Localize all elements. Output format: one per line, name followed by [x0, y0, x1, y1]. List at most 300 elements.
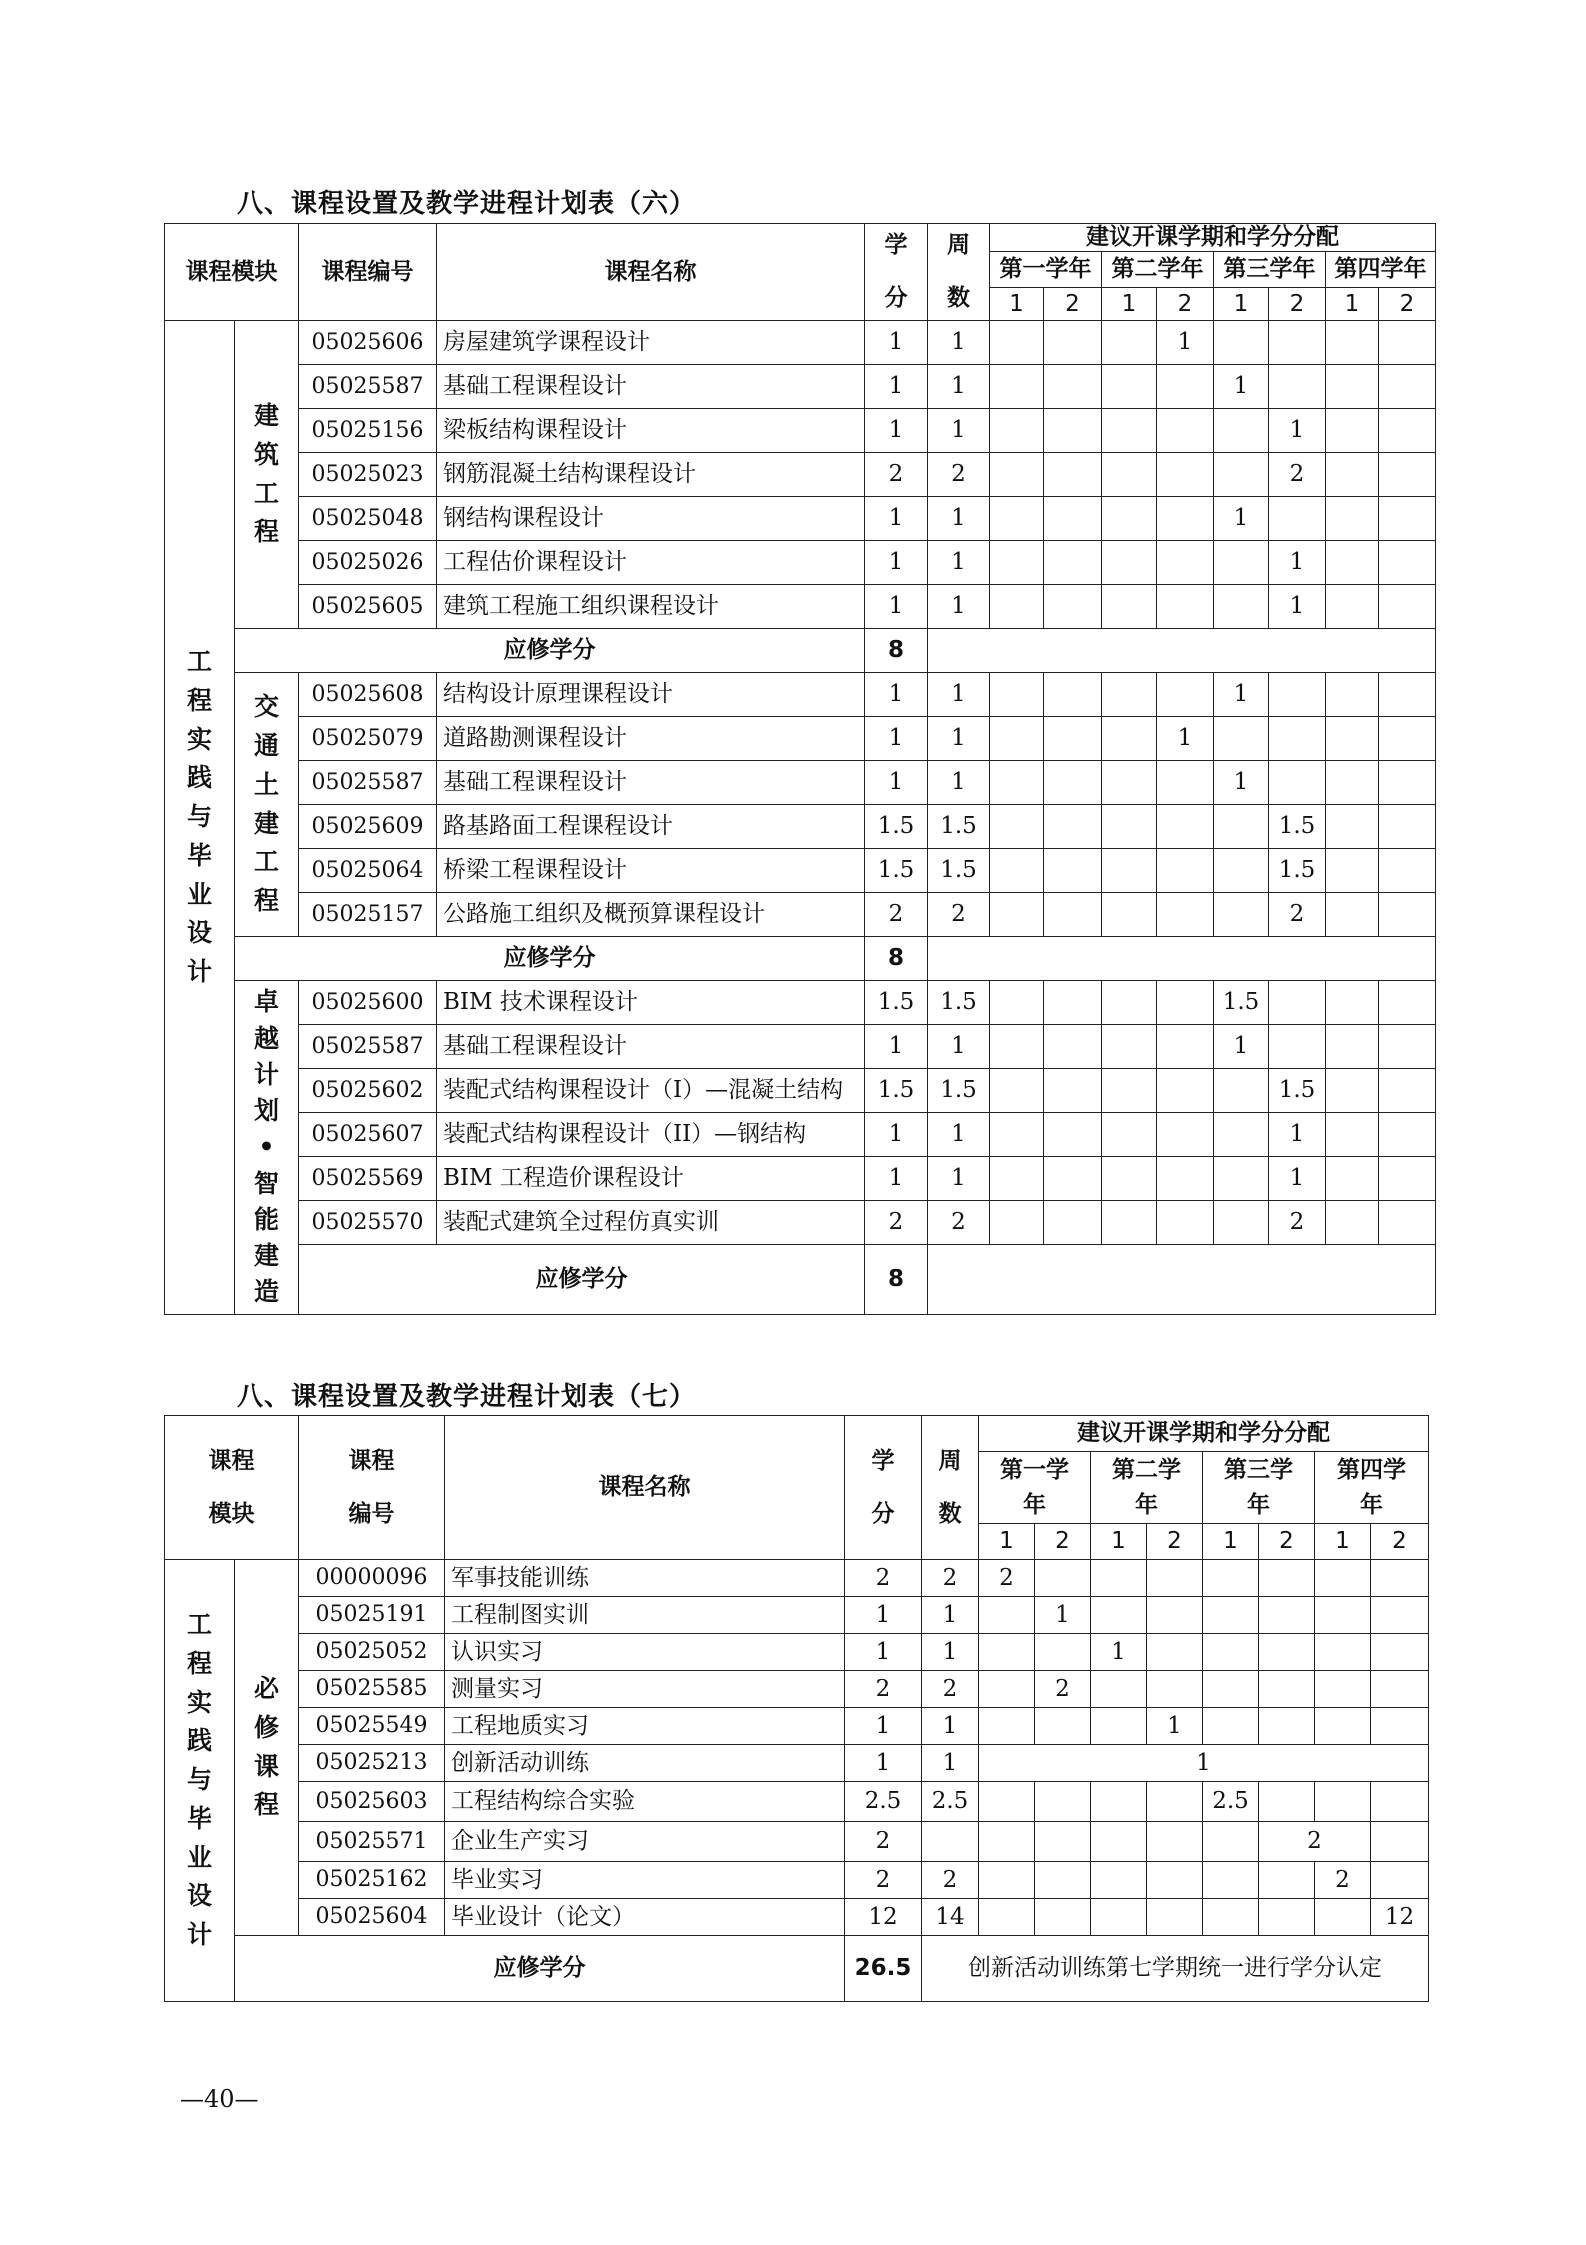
term-cell: [1147, 1822, 1203, 1862]
course-weeks: 2: [928, 453, 990, 497]
course-weeks: 1: [928, 1025, 990, 1069]
required-credits-value: 8: [865, 937, 928, 981]
course-weeks: 1: [928, 541, 990, 585]
term-cell: [1214, 409, 1269, 453]
course-name: 道路勘测课程设计: [437, 717, 865, 761]
term-cell: [1214, 1201, 1269, 1245]
course-name: 创新活动训练: [445, 1745, 845, 1782]
course-plan-table-6: [164, 223, 1436, 1315]
course-code: 05025023: [299, 453, 437, 497]
term-cell: [1326, 761, 1379, 805]
course-name: BIM 工程造价课程设计: [437, 1157, 865, 1201]
term-cell: [1157, 1113, 1214, 1157]
term-cell: [990, 1113, 1044, 1157]
required-credits-row: [165, 629, 1436, 673]
course-weeks: 1: [928, 673, 990, 717]
term-cell: [1379, 1069, 1436, 1113]
term-cell: [1091, 1671, 1147, 1708]
header-term: 1: [1315, 1524, 1371, 1560]
course-code: 05025064: [299, 849, 437, 893]
course-name: 房屋建筑学课程设计: [437, 321, 865, 365]
group-name-cell-text: 建筑工程: [253, 401, 279, 547]
course-credit: 1.5: [865, 1069, 928, 1113]
course-name: 工程估价课程设计: [437, 541, 865, 585]
course-credit: 1: [865, 1157, 928, 1201]
term-cell: [1214, 717, 1269, 761]
term-cell: [1102, 321, 1157, 365]
table-row: [165, 673, 1436, 717]
term-cell: 1: [1269, 541, 1326, 585]
term-cell: 1: [1091, 1634, 1147, 1671]
term-cell: [1147, 1597, 1203, 1634]
term-cell: [1035, 1708, 1091, 1745]
term-cell: [1203, 1634, 1259, 1671]
required-credits-label: 应修学分: [235, 629, 865, 673]
term-cell: [1102, 805, 1157, 849]
table-row: [165, 981, 1436, 1025]
course-credit: 1: [845, 1597, 922, 1634]
course-weeks: 2: [928, 1201, 990, 1245]
term-cell: 1: [1269, 1157, 1326, 1201]
term-merged-cell: 2: [1259, 1822, 1371, 1862]
term-cell: [1044, 717, 1102, 761]
term-cell: [1044, 497, 1102, 541]
header-term: 2: [1157, 288, 1214, 321]
term-cell: [1157, 1069, 1214, 1113]
required-credits-label: 应修学分: [235, 1936, 845, 2002]
term-cell: [1326, 1113, 1379, 1157]
term-cell: [1102, 409, 1157, 453]
term-cell: [1379, 849, 1436, 893]
term-cell: [1269, 365, 1326, 409]
table-row: [165, 1671, 1429, 1708]
course-code: 05025191: [299, 1597, 445, 1634]
header-year: 第四学年: [1315, 1452, 1429, 1524]
term-cell: 1.5: [1269, 849, 1326, 893]
term-cell: [1157, 409, 1214, 453]
table-row: [165, 1157, 1436, 1201]
term-cell: [1044, 761, 1102, 805]
term-cell: 1: [1147, 1708, 1203, 1745]
header-term: 1: [1102, 288, 1157, 321]
table-row: [165, 1069, 1436, 1113]
header-module-bottom: 模块: [208, 1500, 255, 1527]
term-cell: [1044, 1025, 1102, 1069]
term-cell: 2: [1035, 1671, 1091, 1708]
course-weeks: 1: [922, 1597, 979, 1634]
term-cell: [1147, 1634, 1203, 1671]
course-weeks: 2: [928, 893, 990, 937]
term-cell: [1214, 805, 1269, 849]
course-name: 装配式结构课程设计（II）—钢结构: [437, 1113, 865, 1157]
term-cell: [1157, 1157, 1214, 1201]
term-cell: [1102, 585, 1157, 629]
term-cell: [1091, 1560, 1147, 1597]
term-cell: [1091, 1899, 1147, 1936]
term-cell: [1157, 497, 1214, 541]
required-credits-value: 26.5: [845, 1936, 922, 2002]
table-row: [165, 1113, 1436, 1157]
course-weeks: 2: [922, 1560, 979, 1597]
course-weeks: 1: [922, 1708, 979, 1745]
term-cell: [990, 981, 1044, 1025]
course-code: 05025079: [299, 717, 437, 761]
term-cell: [990, 673, 1044, 717]
term-cell: [1269, 717, 1326, 761]
term-cell: [1102, 1025, 1157, 1069]
term-cell: [1044, 585, 1102, 629]
course-code: 05025569: [299, 1157, 437, 1201]
term-cell: [1379, 497, 1436, 541]
header-code-bottom: 编号: [348, 1500, 395, 1527]
term-cell: [1102, 717, 1157, 761]
header-code: [299, 1416, 445, 1560]
term-cell: [1102, 1157, 1157, 1201]
term-cell: [1044, 1069, 1102, 1113]
term-cell: [1315, 1597, 1371, 1634]
course-code: 05025156: [299, 409, 437, 453]
term-cell: [1102, 761, 1157, 805]
term-cell: [1203, 1822, 1259, 1862]
table-row: [165, 1560, 1429, 1597]
term-cell: [1259, 1708, 1315, 1745]
header-term: 1: [1214, 288, 1269, 321]
table-row: [165, 893, 1436, 937]
course-name: 工程制图实训: [445, 1597, 845, 1634]
term-cell: [990, 365, 1044, 409]
term-cell: 1.5: [1269, 1069, 1326, 1113]
term-cell: [1035, 1782, 1091, 1822]
term-merged-cell: 1: [979, 1745, 1429, 1782]
module-name-cell-text: 工程实践与毕业设计: [186, 1610, 212, 1950]
table-row: [165, 1597, 1429, 1634]
course-credit: 1: [865, 1025, 928, 1069]
page-number: —40—: [180, 2085, 259, 2113]
course-name: 建筑工程施工组织课程设计: [437, 585, 865, 629]
term-cell: [1371, 1597, 1429, 1634]
required-credits-row: [165, 1936, 1429, 2002]
term-cell: [1315, 1708, 1371, 1745]
course-weeks: 1: [928, 585, 990, 629]
course-weeks: 1: [922, 1745, 979, 1782]
term-cell: [1091, 1862, 1147, 1899]
course-code: 05025585: [299, 1671, 445, 1708]
header-course-name: 课程名称: [445, 1416, 845, 1560]
term-cell: [1203, 1899, 1259, 1936]
term-cell: [1379, 409, 1436, 453]
course-weeks: 1.5: [928, 849, 990, 893]
course-code: 05025026: [299, 541, 437, 585]
term-cell: 2: [979, 1560, 1035, 1597]
header-code-top: 课程: [348, 1447, 395, 1474]
course-code: 05025600: [299, 981, 437, 1025]
term-cell: [1379, 761, 1436, 805]
course-credit: 1: [865, 541, 928, 585]
term-cell: [1315, 1634, 1371, 1671]
term-cell: 1.5: [1214, 981, 1269, 1025]
term-cell: [1044, 1157, 1102, 1201]
term-cell: 1: [1214, 365, 1269, 409]
term-cell: [1147, 1671, 1203, 1708]
term-cell: [1315, 1560, 1371, 1597]
term-cell: [1259, 1899, 1315, 1936]
term-cell: 2: [1269, 893, 1326, 937]
table-row: [165, 1025, 1436, 1069]
term-cell: 2: [1269, 453, 1326, 497]
term-cell: [1147, 1560, 1203, 1597]
term-cell: [1326, 409, 1379, 453]
term-cell: [1326, 893, 1379, 937]
term-cell: [1326, 1157, 1379, 1201]
course-weeks: 1: [928, 717, 990, 761]
header-year: 第二学年: [1091, 1452, 1203, 1524]
header-term: 1: [979, 1524, 1035, 1560]
group-name-cell-text: 必修课程: [253, 1674, 279, 1820]
term-cell: [1371, 1822, 1429, 1862]
course-weeks: 1.5: [928, 805, 990, 849]
course-name: 军事技能训练: [445, 1560, 845, 1597]
term-cell: [990, 1025, 1044, 1069]
term-cell: [1214, 453, 1269, 497]
term-cell: [990, 1157, 1044, 1201]
course-credit: 1: [865, 1113, 928, 1157]
term-cell: [1315, 1671, 1371, 1708]
term-cell: [979, 1597, 1035, 1634]
course-code: 05025048: [299, 497, 437, 541]
term-cell: [1044, 981, 1102, 1025]
required-credits-value: 8: [865, 1245, 928, 1315]
term-cell: [1379, 585, 1436, 629]
term-cell: [1214, 849, 1269, 893]
term-cell: [1259, 1597, 1315, 1634]
course-credit: 1: [865, 585, 928, 629]
course-weeks: 14: [922, 1899, 979, 1936]
term-cell: [1044, 849, 1102, 893]
course-code: 05025607: [299, 1113, 437, 1157]
term-cell: [1379, 1157, 1436, 1201]
table-row: [165, 497, 1436, 541]
course-weeks: 1: [928, 1113, 990, 1157]
header-term: 2: [1371, 1524, 1429, 1560]
table-row: [165, 541, 1436, 585]
term-cell: [1044, 1113, 1102, 1157]
header-term: 2: [1269, 288, 1326, 321]
term-cell: [1091, 1782, 1147, 1822]
course-name: 基础工程课程设计: [437, 365, 865, 409]
group-name-cell: [235, 1560, 299, 1936]
table-row: [165, 409, 1436, 453]
course-credit: 2: [845, 1671, 922, 1708]
term-cell: [1326, 805, 1379, 849]
term-cell: [1326, 849, 1379, 893]
table-row: [165, 321, 1436, 365]
term-cell: [990, 717, 1044, 761]
table-row: [165, 453, 1436, 497]
table-row: [165, 761, 1436, 805]
header-credit-top: 学: [871, 1447, 895, 1474]
header-weeks: [922, 1416, 979, 1560]
term-cell: [1102, 541, 1157, 585]
term-cell: [1326, 321, 1379, 365]
course-name: 企业生产实习: [445, 1822, 845, 1862]
term-cell: [1203, 1597, 1259, 1634]
course-name: 装配式结构课程设计（I）—混凝土结构: [437, 1069, 865, 1113]
course-code: 05025052: [299, 1634, 445, 1671]
term-cell: [1102, 849, 1157, 893]
course-weeks: 2: [922, 1862, 979, 1899]
term-cell: [1044, 409, 1102, 453]
term-cell: [1044, 673, 1102, 717]
term-cell: [1379, 717, 1436, 761]
course-name: 路基路面工程课程设计: [437, 805, 865, 849]
course-credit: 2: [845, 1560, 922, 1597]
term-cell: [1379, 541, 1436, 585]
course-credit: 1.5: [865, 981, 928, 1025]
term-cell: [1269, 497, 1326, 541]
course-credit: 1: [865, 497, 928, 541]
table-row: [165, 1862, 1429, 1899]
header-credit-top: 学: [884, 232, 908, 259]
term-cell: [979, 1671, 1035, 1708]
header-schedule: 建议开课学期和学分分配: [979, 1416, 1429, 1452]
course-name: 测量实习: [445, 1671, 845, 1708]
header-year: 第一学年: [979, 1452, 1091, 1524]
term-cell: [1326, 541, 1379, 585]
term-cell: [1259, 1782, 1315, 1822]
term-cell: [1326, 585, 1379, 629]
table-row: [165, 1782, 1429, 1822]
term-cell: [1157, 365, 1214, 409]
term-cell: [990, 541, 1044, 585]
term-cell: [1379, 1025, 1436, 1069]
term-cell: [1102, 893, 1157, 937]
term-cell: [1379, 981, 1436, 1025]
course-code: 05025604: [299, 1899, 445, 1936]
term-cell: 1: [1214, 761, 1269, 805]
table-row: [165, 1708, 1429, 1745]
term-cell: [1102, 1113, 1157, 1157]
term-cell: [1035, 1560, 1091, 1597]
term-cell: [1091, 1822, 1147, 1862]
course-credit: 2.5: [845, 1782, 922, 1822]
header-weeks-top: 周: [947, 232, 970, 259]
course-name: 基础工程课程设计: [437, 761, 865, 805]
term-cell: [1044, 1201, 1102, 1245]
term-cell: [1269, 1025, 1326, 1069]
term-cell: 1: [1157, 321, 1214, 365]
header-term: 1: [1091, 1524, 1147, 1560]
header-term: 2: [1044, 288, 1102, 321]
table6-title: 八、课程设置及教学进程计划表（六）: [237, 189, 697, 219]
term-cell: [1102, 673, 1157, 717]
term-cell: 2: [1315, 1862, 1371, 1899]
term-cell: [1203, 1560, 1259, 1597]
term-cell: 1: [1269, 1113, 1326, 1157]
header-course-name: 课程名称: [437, 224, 865, 321]
course-weeks: 1: [928, 365, 990, 409]
course-plan-table-7: [164, 1415, 1429, 2002]
term-cell: 1: [1214, 1025, 1269, 1069]
term-cell: [1269, 673, 1326, 717]
header-weeks-bottom: 数: [947, 285, 970, 312]
course-code: 05025213: [299, 1745, 445, 1782]
course-credit: 2: [865, 453, 928, 497]
course-code: 05025571: [299, 1822, 445, 1862]
course-name: 毕业设计（论文）: [445, 1899, 845, 1936]
header-term: 1: [1326, 288, 1379, 321]
term-cell: [1147, 1899, 1203, 1936]
term-cell: [1091, 1597, 1147, 1634]
term-cell: [990, 1069, 1044, 1113]
term-cell: [979, 1708, 1035, 1745]
term-cell: [1326, 981, 1379, 1025]
term-cell: [1326, 673, 1379, 717]
header-year: 第三学年: [1203, 1452, 1315, 1524]
table-row: [165, 1745, 1429, 1782]
header-credit-bottom: 分: [884, 285, 908, 312]
term-cell: [1157, 541, 1214, 585]
course-credit: 1: [865, 365, 928, 409]
group-name-cell-text: 交通土建工程: [253, 692, 279, 915]
course-name: 钢结构课程设计: [437, 497, 865, 541]
term-cell: [1259, 1862, 1315, 1899]
course-weeks: 1: [928, 409, 990, 453]
term-cell: [1371, 1782, 1429, 1822]
term-cell: [1035, 1634, 1091, 1671]
course-name: BIM 技术课程设计: [437, 981, 865, 1025]
term-cell: [1379, 893, 1436, 937]
term-cell: [1379, 1113, 1436, 1157]
required-credits-blank: [928, 1245, 1436, 1315]
term-cell: [990, 453, 1044, 497]
term-cell: [1102, 1201, 1157, 1245]
term-cell: [990, 497, 1044, 541]
course-name: 公路施工组织及概预算课程设计: [437, 893, 865, 937]
term-cell: [1157, 1201, 1214, 1245]
table-row: [165, 717, 1436, 761]
term-cell: [1371, 1634, 1429, 1671]
course-code: 05025162: [299, 1862, 445, 1899]
table-row: [165, 365, 1436, 409]
header-year: 第二学年: [1102, 252, 1214, 288]
term-cell: [990, 585, 1044, 629]
required-credits-label: 应修学分: [235, 937, 865, 981]
header-schedule: 建议开课学期和学分分配: [990, 224, 1436, 252]
term-cell: 12: [1371, 1899, 1429, 1936]
term-cell: [1214, 541, 1269, 585]
required-credits-row: [165, 1245, 1436, 1315]
term-cell: 1: [1157, 717, 1214, 761]
table-row: [165, 1822, 1429, 1862]
term-cell: [1326, 453, 1379, 497]
term-cell: [1157, 1025, 1214, 1069]
term-cell: [1379, 673, 1436, 717]
course-code: 05025605: [299, 585, 437, 629]
course-name: 基础工程课程设计: [437, 1025, 865, 1069]
course-credit: 2: [845, 1862, 922, 1899]
term-cell: [1214, 893, 1269, 937]
term-cell: [1157, 805, 1214, 849]
course-code: 05025549: [299, 1708, 445, 1745]
course-weeks: 1.5: [928, 981, 990, 1025]
term-cell: 1: [1269, 409, 1326, 453]
group-name-cell: [235, 321, 299, 629]
term-cell: [1214, 321, 1269, 365]
term-cell: [1259, 1634, 1315, 1671]
term-cell: [1326, 1025, 1379, 1069]
term-cell: [979, 1899, 1035, 1936]
course-name: 桥梁工程课程设计: [437, 849, 865, 893]
